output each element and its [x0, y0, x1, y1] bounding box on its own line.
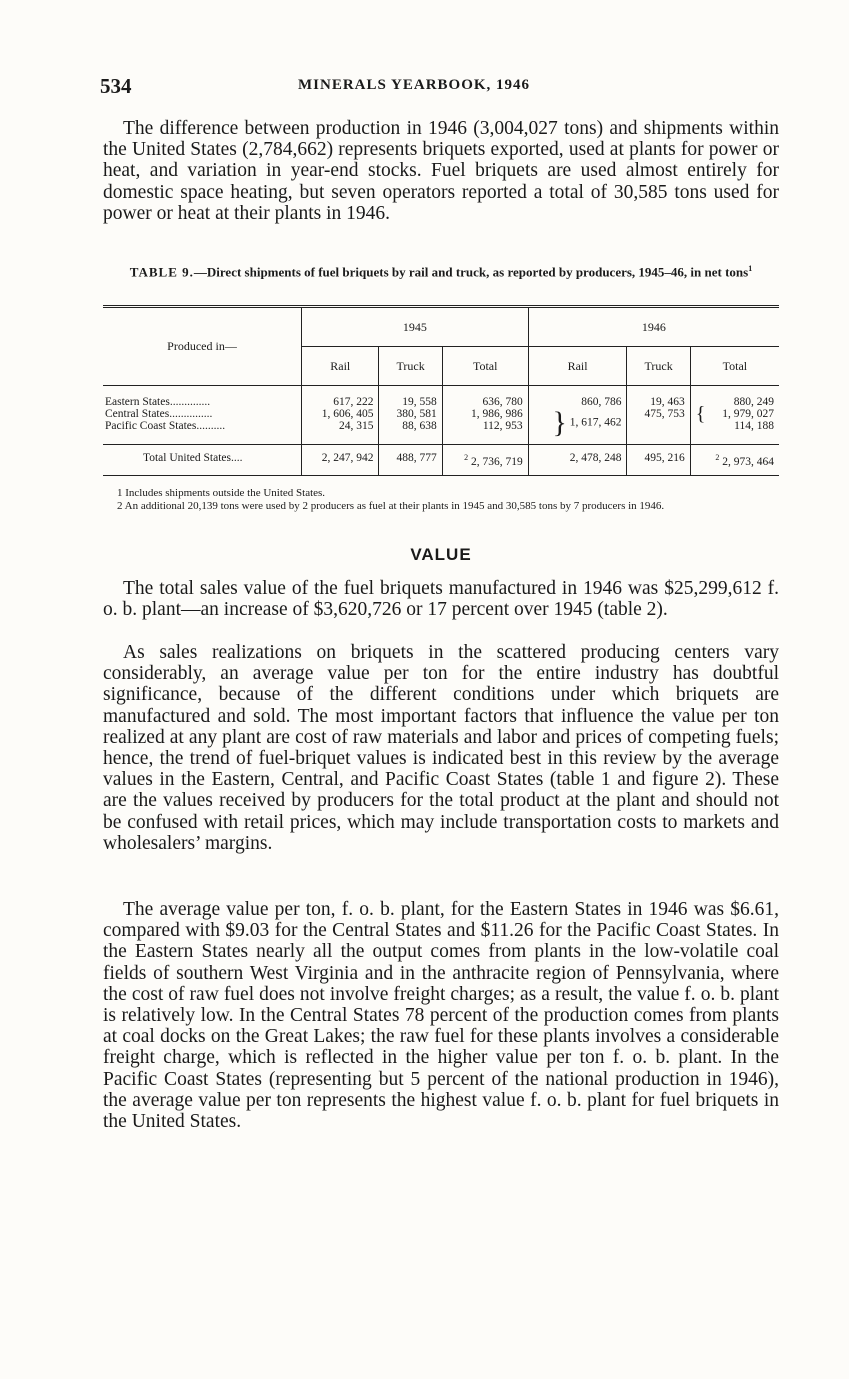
truck-1946-cell: 19, 463 475, 753: [627, 386, 690, 445]
body-paragraph-3: The average value per ton, f. o. b. plant, for the Eastern States in 1946 was $6.61, compared with $9.03 for the Central States and $11.26 for the Pacific Coast States. In the Eastern States nearly all the output comes from plants in the low-volatile coal fields of southern West Virginia and in the anthracite region of Pennsylvania, where the cost of raw fuel does not involve freight charges; as a result, the value f. o. b. plant is relatively low. In the Central States 78 percent of the production comes from plants at coal docks on the Great Lakes; the raw fuel for these plants involves a considerable freight charge, which is reflected in the higher value per ton f. o. b. plant. In the Pacific Coast States (representing but 5 percent of the national production in 1946), the average value per ton represents the highest value f. o. b. plant for fuel briquets in the United States.: [103, 899, 779, 1133]
total-truck-1946: 495, 216: [627, 445, 690, 476]
rail-1946-central-pacific: } 1, 617, 462: [552, 406, 622, 439]
body-paragraph-1: The total sales value of the fuel briquets manufactured in 1946 was $25,299,612 f. o. b. plant—an increase of $3,620,726 or 17 percent over 1945 (table 2).: [103, 578, 779, 621]
col-header-total-1945: Total: [442, 347, 528, 386]
table-caption-label: TABLE 9.: [129, 264, 194, 280]
brace-right: {: [695, 403, 706, 425]
rail-1946-cell: [528, 386, 627, 445]
col-header-truck-1945: Truck: [379, 347, 442, 386]
footnote-2: 2 An additional 20,139 tons were used by 2 producers as fuel at their plants in 1945 and 30,585 tons by 7 producers in 1946.: [117, 500, 665, 512]
table-body-row: [103, 386, 779, 445]
col-header-truck-1946: Truck: [627, 347, 690, 386]
row-label-eastern: Eastern States..............: [105, 396, 211, 408]
col-header-rail-1946: Rail: [528, 347, 627, 386]
total-total-1946: $^2$ 2, 973, 464: [690, 445, 779, 476]
total-total-1945: $^2$ 2, 736, 719: [442, 445, 528, 476]
table-footnotes: [103, 487, 783, 513]
year-header-1945: 1945: [302, 307, 529, 347]
shipments-table: [103, 305, 779, 476]
footnote-1: 1 Includes shipments outside the United States.: [117, 487, 326, 499]
table-caption: [103, 260, 779, 281]
stub-header: Produced in—: [103, 307, 302, 386]
total-row-label: Total United States....: [103, 445, 302, 476]
table-caption-footnote-ref: 1: [748, 264, 753, 273]
truck-1945-cell: 19, 558 380, 581 88, 638: [379, 386, 442, 445]
intro-paragraph: The difference between production in 1946 (3,004,027 tons) and shipments within the United States (2,784,662) represents briquets exported, used at plants for power or heat, and variation in year-end stocks. Fuel briquets are used almost entirely for domestic space heating, but seven operators reported a total of 30,585 tons used for power or heat at their plants in 1946.: [103, 118, 779, 224]
running-title: MINERALS YEARBOOK, 1946: [298, 77, 531, 93]
row-label-central: Central States...............: [105, 408, 213, 420]
section-title: VALUE: [410, 545, 472, 564]
row-label-pacific: Pacific Coast States..........: [105, 420, 226, 432]
body-paragraph-2: As sales realizations on briquets in the scattered producing centers vary considerably, an average value per ton for the entire industry has doubtful significance, because of the different conditions under which briquets are manufactured and sold. The most important factors that influence the value per ton realized at any plant are cost of raw materials and labor and prices of competing fuels; hence, the trend of fuel-briquet values is indicated best in this review by the average values in the Eastern, Central, and Pacific Coast States (table 1 and figure 2). These are the values received by producers for the total product at the plant and should not be confused with retail prices, which may include transportation costs to markets and wholesalers’ margins.: [103, 642, 779, 854]
table-caption-text: —Direct shipments of fuel briquets by rail and truck, as reported by producers, 1945–46, in net tons: [193, 264, 749, 280]
brace-left: }: [552, 406, 567, 439]
rail-1946-eastern: 860, 786: [581, 396, 622, 408]
total-1946-cell: 880, 249 { 1, 979, 027 114, 188: [690, 386, 779, 445]
col-header-total-1946: Total: [690, 347, 779, 386]
table-total-row: [103, 445, 779, 476]
rail-1945-cell: 617, 222 1, 606, 405 24, 315: [302, 386, 379, 445]
total-rail-1946: 2, 478, 248: [528, 445, 627, 476]
page-number: 534: [100, 74, 132, 98]
year-header-1946: 1946: [528, 307, 779, 347]
total-rail-1945: 2, 247, 942: [302, 445, 379, 476]
total-truck-1945: 488, 777: [379, 445, 442, 476]
row-labels-cell: [103, 386, 302, 445]
col-header-rail-1945: Rail: [302, 347, 379, 386]
total-1945-cell: 636, 780 1, 986, 986 112, 953: [442, 386, 528, 445]
page-header: [100, 74, 780, 104]
